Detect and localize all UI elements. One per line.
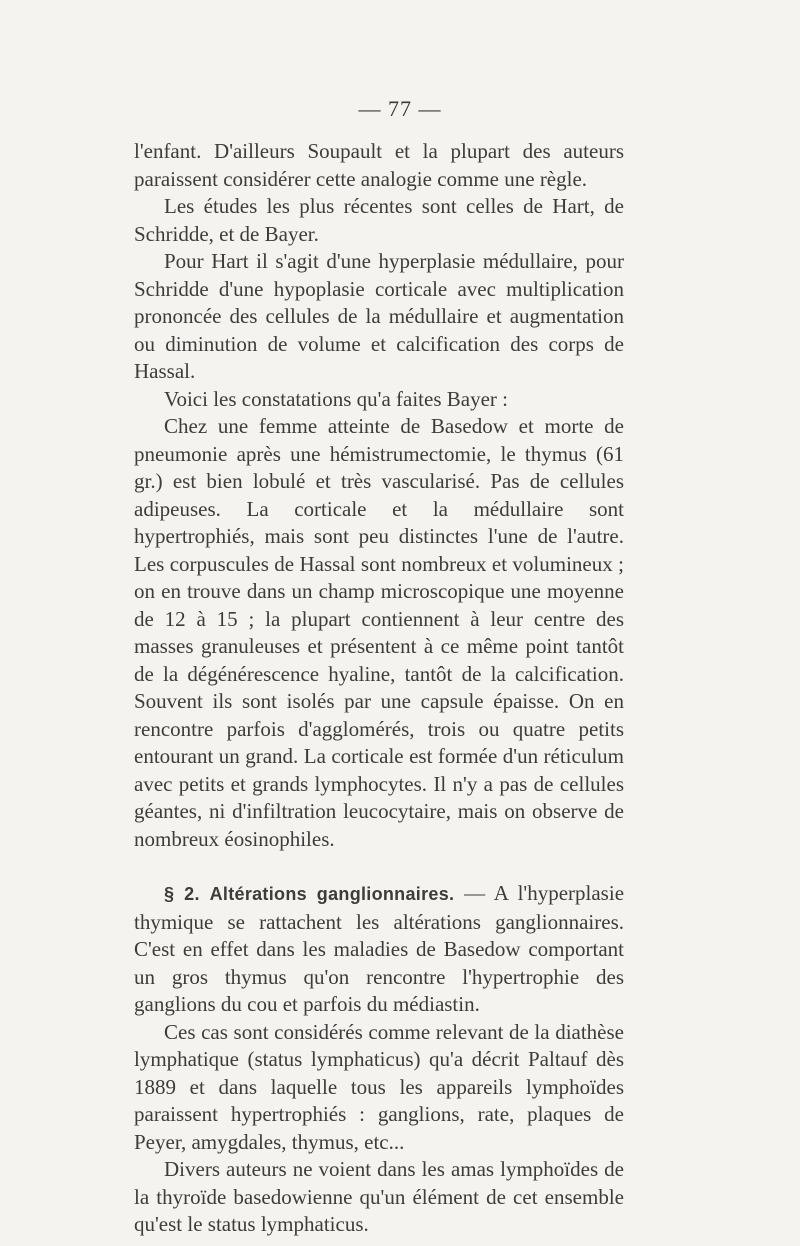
page-number: — 77 — [358, 96, 442, 121]
section-number: § 2. [164, 884, 200, 904]
paragraph: Voici les constatations qu'a faites Bayer : [164, 386, 508, 411]
section-text: A l'hyperplasie thymique se rattachent les altérations ganglionnaires. C'est en effet dans les maladies de Basedow comportant un gros thymus qu'on rencontre l'hypertrophie des ganglions du cou et parfois du médiastin. [134, 881, 625, 1016]
section-dash: — [454, 881, 494, 905]
paragraph: l'enfant. D'ailleurs Soupault et la plupart des auteurs paraissent considérer cette analogie comme une règle. [134, 139, 624, 191]
paragraph: Les études les plus récentes sont celles de Hart, de Schridde, et de Bayer. [134, 194, 624, 246]
paragraph: Divers auteurs ne voient dans les amas lymphoïdes de la thyroïde basedowienne qu'un élément de cet ensemble qu'est le status lymphaticus. [134, 1157, 624, 1236]
paragraph: Pour Hart il s'agit d'une hyperplasie médullaire, pour Schridde d'une hypoplasie corticale avec multiplication prononcée des cellules de la médullaire et augmentation ou diminution de volume et calcification des corps de Hassal. [134, 249, 624, 383]
paragraph: Chez une femme atteinte de Basedow et morte de pneumonie après une hémistrumectomie, le thymus (61 gr.) est bien lobulé et très vascularisé. Pas de cellules adipeuses. La corticale et la médullaire sont hypertrophiés, mais sont peu distinctes l'une de l'autre. Les corpuscules de Hassal sont nombreux et volumineux ; on en trouve dans un champ microscopique une moyenne de 12 à 15 ; la plupart contiennent à leur centre des masses granuleuses et présentent à ce même point tantôt de la dégénérescence hyaline, tantôt de la calcification. Souvent ils sont isolés par une capsule épaisse. On en rencontre parfois d'agglomérés, trois ou quatre petits entourant un grand. La corticale est formée d'un réticulum avec petits et grands lymphocytes. Il n'y a pas de cellules géantes, ni d'infiltration leucocytaire, mais on observe de nombreux éosinophiles. [134, 414, 624, 851]
body-text [134, 138, 624, 1239]
section-title: Altérations ganglionnaires. [209, 884, 455, 904]
paragraph: Ces cas sont considérés comme relevant de la diathèse lymphatique (status lymphaticus) qu'a décrit Paltauf dès 1889 et dans laquelle tous les appareils lymphoïdes paraissent hypertrophiés : ganglions, rate, plaques de Peyer, amygdales, thymus, etc... [134, 1019, 624, 1154]
section-paragraph [134, 880, 624, 1019]
